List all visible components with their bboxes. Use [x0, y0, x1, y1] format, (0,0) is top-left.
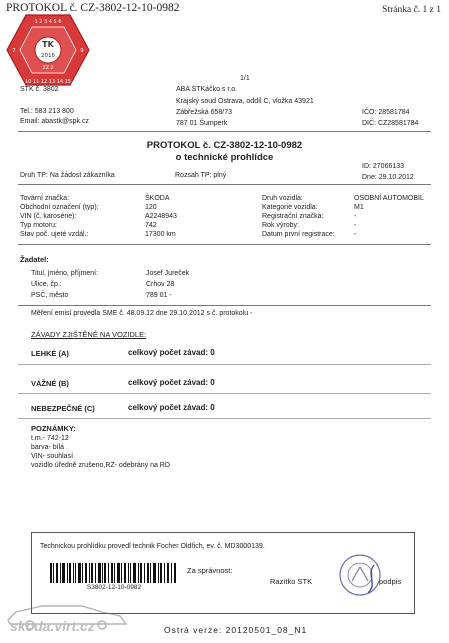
label-make: Tovární značka:: [20, 195, 70, 202]
label-first-registration: Datum první registrace:: [262, 231, 335, 238]
protocol-date: Dne: 29.10.2012: [362, 174, 414, 181]
seal-center: TK: [42, 40, 54, 49]
barcode-text: S3802-12-10-0982: [86, 584, 142, 591]
applicant-values: [146, 268, 189, 301]
seal-year: 2016: [41, 53, 55, 59]
header-protocol-title: PROTOKOL č. CZ-3802-12-10-0982: [6, 2, 180, 14]
station-street: Zábřežská 658/73: [176, 109, 233, 116]
vehicle-left-labels: [20, 194, 99, 239]
divider: [18, 364, 431, 365]
value-odometer: 17300 km: [145, 231, 176, 238]
label-applicant-street: Ulice, čp.:: [31, 281, 62, 288]
value-plate: -: [354, 213, 357, 220]
applicant-heading: Žadatel:: [20, 255, 49, 264]
notes-body: [31, 434, 170, 470]
label-vin: VIN (č. karosérie):: [20, 213, 77, 220]
divider: [18, 131, 431, 132]
label-category: Kategorie vozidla:: [262, 204, 318, 211]
note-line: vozidlo úředně zrušeno,RZ- odebrány na RD: [31, 462, 170, 469]
defect-count-serious: celkový počet závad: 0: [128, 378, 215, 387]
value-applicant-name: Josef Jureček: [146, 270, 190, 277]
note-line: VIN- souhlasí: [31, 453, 74, 460]
value-vin: A2248943: [145, 213, 177, 220]
station-ico: IČO: 28581784: [362, 109, 410, 116]
label-engine: Typ motoru:: [20, 222, 57, 229]
page-number: Stránka č. 1 z 1: [382, 5, 441, 15]
footer-version: Ostrá verze: 20120501_08_N1: [164, 625, 308, 635]
vehicle-right-labels: [262, 194, 335, 239]
watermark-text: skoda.virt.cz: [10, 618, 95, 634]
notes-heading: POZNÁMKY:: [31, 424, 76, 433]
watermark: [2, 594, 152, 638]
value-category: M1: [354, 204, 364, 211]
value-make: ŠKODA: [145, 195, 170, 202]
value-year: -: [354, 222, 357, 229]
page-fraction: 1/1: [240, 75, 250, 82]
divider: [18, 305, 431, 306]
podpis-label: podpis: [379, 577, 402, 586]
value-engine: 742: [145, 222, 157, 229]
label-type: Obchodní označení (typ):: [20, 204, 99, 211]
razitko-label: Razítko STK: [270, 577, 313, 586]
defect-label-light: LEHKÉ (A): [31, 349, 69, 358]
svg-text:7: 7: [12, 48, 16, 54]
label-vehicle-kind: Druh vozidla:: [262, 195, 303, 202]
label-year: Rok výroby:: [262, 222, 299, 229]
stk-seal-graphic: [6, 14, 90, 86]
inspection-type: Druh TP: Na žádost zákazníka: [20, 172, 115, 179]
value-applicant-street: Crhov 28: [146, 281, 175, 288]
barcode: [50, 563, 178, 583]
station-tel: Tel.: 583 213 800: [20, 108, 74, 115]
stk-stamp-graphic: [338, 553, 382, 597]
defect-count-light: celkový počet závad: 0: [128, 348, 215, 357]
defect-label-dangerous: NEBEZPEČNÉ (C): [31, 404, 95, 413]
vehicle-left-values: [145, 194, 177, 239]
seal-digits-top: 1 2 3 4 5 6: [34, 19, 62, 25]
document-subtitle: o technické prohlídce: [175, 152, 274, 163]
document-title: PROTOKOL č. CZ-3802-12-10-0982: [146, 140, 303, 151]
value-applicant-city: 789 01 -: [146, 292, 172, 299]
divider: [18, 393, 431, 394]
note-line: t.m.- 742-12: [31, 435, 69, 442]
station-company: ABA STKáčko s r.o.: [176, 86, 238, 93]
defect-count-dangerous: celkový počet závad: 0: [128, 403, 215, 412]
station-dic: DIČ: CZ28581784: [362, 120, 419, 127]
emissions-note: Měření emisí provedla SME č. 48.09.12 dne 29.10.2012 s č. protokolu -: [31, 310, 253, 317]
divider: [18, 184, 431, 185]
stk-stamp: [338, 553, 382, 597]
barcode-graphic: [50, 563, 178, 583]
station-court: Krajský soud Ostrava, oddíl C, vložka 43921: [176, 98, 314, 105]
stk-seal: [6, 14, 90, 86]
inspection-scope: Rozsah TP: plný: [175, 172, 227, 179]
station-email: Email: abastk@spk.cz: [20, 118, 89, 125]
divider: [18, 244, 431, 245]
inspector-line: Technickou prohlídku provedl technik Focher Oldřich, ev. č. MD3000139.: [40, 543, 265, 550]
label-applicant-city: PSČ, město: [31, 292, 69, 299]
svg-text:9: 9: [80, 48, 84, 54]
applicant-labels: [31, 268, 98, 301]
stk-number: STK č. 3802: [20, 86, 59, 93]
seal-bottom-code: ZZ 2: [42, 66, 54, 71]
protocol-id: ID: 27066133: [362, 163, 405, 170]
label-applicant-name: Titul, jméno, příjmení:: [31, 270, 99, 277]
za-spravnost-label: Za správnost:: [187, 566, 233, 575]
defect-label-serious: VÁŽNÉ (B): [31, 379, 69, 388]
value-vehicle-kind: OSOBNÍ AUTOMOBIL: [354, 195, 424, 202]
label-plate: Registrační značka:: [262, 213, 324, 220]
station-city: 787 01 Šumperk: [176, 120, 228, 127]
divider: [18, 418, 431, 419]
value-first-registration: -: [354, 231, 357, 238]
note-line: barva- bílá: [31, 444, 65, 451]
label-odometer: Stav poč. ujeté vzdál.:: [20, 231, 89, 238]
value-type: 120: [145, 204, 157, 211]
seal-digits-bottom: 10 11 12 13 14 15: [24, 79, 72, 85]
defects-heading: ZÁVADY ZJIŠTĚNÉ NA VOZIDLE:: [31, 330, 147, 339]
vehicle-right-values: [354, 194, 424, 239]
